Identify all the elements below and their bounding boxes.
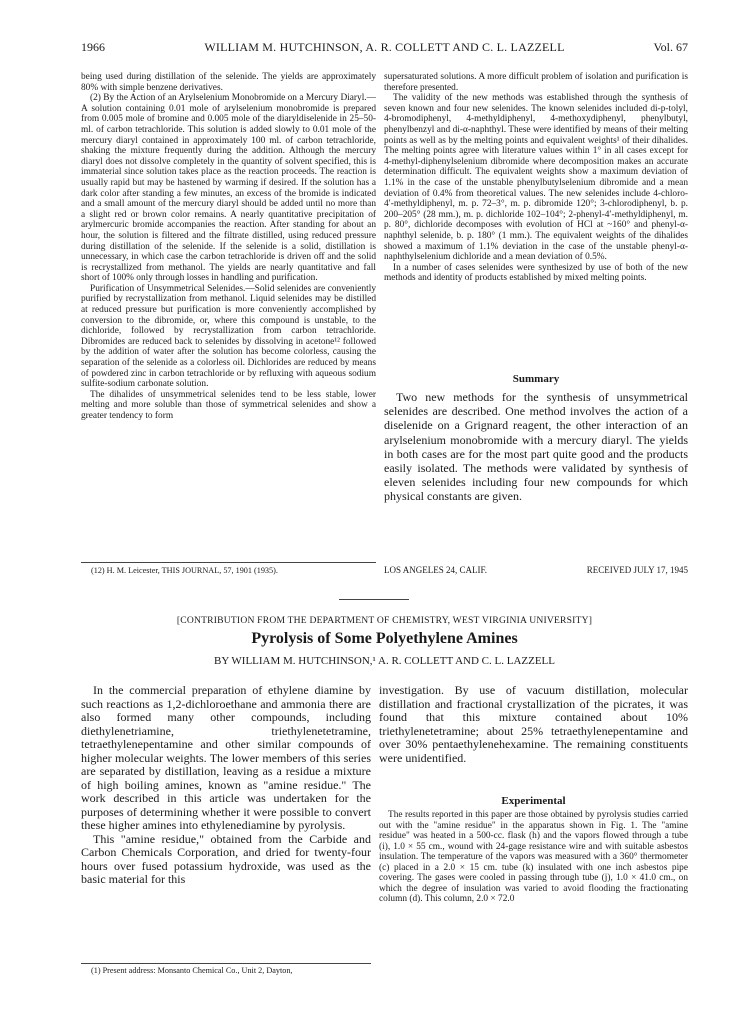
new-article-left-column — [81, 684, 371, 887]
experimental-heading: Experimental — [501, 795, 566, 807]
prev-article-right-column — [384, 72, 688, 284]
paragraph: (2) By the Action of an Arylselenium Monobromide on a Mercury Diaryl.—A solution containing 0.01 mole of arylselenium monobromide is prepared from 0.005 mole of bromine and 0.005 mole of the diaryldiselenide in 25–50-ml. of carbon tetrachloride. This solution is added slowly to 0.01 mole of the mercury diaryl contained in approximately 100 ml. of carbon tetrachloride, shaking the mixture frequently during the addition. Although the mercury diaryl does not dissolve completely in the quantity of solvent specified, this is immaterial since solution takes place as the reaction proceeds. The reaction is usually rapid but may be hastened by warming if desired. If the solution has a dark color after standing a few minutes, an excess of the bromide is indicated and a small amount of the mercury diaryl should be added until no more than a slight red or brown color remains. A nearly quantitative precipitation of arylmercuric bromide accompanies the reaction. After standing for about an hour, the solution is filtered and the filtrate distilled, using reduced pressure during distillation of the selenide. If the selenide is a solid, distillation is unnecessary, in which case the carbon tetrachloride is driven off and the solid is recrystallized from methanol. The yields are nearly quantitative and fall short of 100% only through losses in handling and purification. — [81, 93, 376, 284]
paragraph: investigation. By use of vacuum distillation, molecular distillation and fractional crystallization of the picrates, it was found that this mixture contained about 10% triethylenetetramine; about 25% tetraethylenepentamine and over 30% pentaethylenehexamine. The remaining constituents were unidentified. — [379, 683, 688, 765]
location: LOS ANGELES 24, CALIF. — [384, 565, 488, 575]
experimental-body — [379, 810, 688, 905]
volume-number: Vol. 67 — [653, 40, 688, 54]
paragraph: In the commercial preparation of ethylene diamine by such reactions as 1,2-dichloroethane and ammonia there are also formed many other compounds, including diethylenetriamine, triethylenetetramine, tetraethylenepentamine and other similar compounds of higher molecular weights. The lower members of this series are separated by distillation, leaving as a residue a mixture of high boiling amines, known as "amine residue." The work described in this article was undertaken for the purposes of determining whether it were possible to convert these higher amines into ethylenediamine by pyrolysis. — [81, 683, 371, 832]
running-authors: WILLIAM M. HUTCHINSON, A. R. COLLETT AND C. L. LAZZELL — [204, 40, 565, 54]
article-title: Pyrolysis of Some Polyethylene Amines — [251, 630, 518, 647]
paragraph: being used during distillation of the selenide. The yields are approximately 80% with simple benzene derivatives. — [81, 72, 376, 93]
page-number: 1966 — [81, 40, 105, 54]
footnote-new — [81, 963, 371, 975]
summary-paragraph: Two new methods for the synthesis of unsymmetrical selenides are described. One method involves the action of a diselenide on a Grignard reagent, the other interaction of an arylselenium monobromide with a mercury diaryl. The yields in both cases are for the most part quite good and the products easily isolated. The methods were validated by synthesis of eleven selenides including four new compounds for which physical constants are given. — [384, 390, 688, 504]
paragraph: Purification of Unsymmetrical Selenides.—Solid selenides are conveniently purified by recrystallization from methanol. Liquid selenides may be distilled at reduced pressure but purification is more conveniently accomplished by conversion to the dibromide, or, where this compound is unstable, to the dichloride, followed by recrystallization from carbon tetrachloride. Dibromides are reduced back to selenides by dissolving in acetone¹² followed by the addition of water after the solution has become colorless, causing the separation of the selenide as a colorless oil. Dichlorides are reduced by means of powdered zinc in carbon tetrachloride or by refluxing with aqueous sodium sulfite-sodium carbonate solution. — [81, 283, 376, 390]
contribution-line: [CONTRIBUTION FROM THE DEPARTMENT OF CHEMISTRY, WEST VIRGINIA UNIVERSITY] — [176, 615, 593, 626]
paragraph: The results reported in this paper are those obtained by pyrolysis studies carried out with the "amine residue" in the apparatus shown in Fig. 1. The "amine residue" was heated in a 500-cc. flask (h) and the vapors flowed through a tube (i), 1.0 × 55 cm., wound with 24-gage resistance wire and with suitable asbestos insulation. The temperature of the vapors was measured with a 360° thermometer (c) placed in a 2.0 × 15 cm. tube (k) insulated with one inch asbestos pipe covering. The gases were cooled in passing through tube (j), 1.0 × 41.0 cm., on which the degree of insulation was varied to avoid flooding the fractionating column (d). This column, 2.0 × 72.0 — [379, 810, 688, 904]
paragraph: The dihalides of unsymmetrical selenides tend to be less stable, lower melting and more soluble than those of symmetrical selenides and show a greater tendency to form — [81, 389, 376, 421]
paragraph: This "amine residue," obtained from the Carbide and Carbon Chemicals Corporation, and dried for twenty-four hours over fused potassium hydroxide, was used as the basic material for this — [81, 831, 371, 886]
footnote-prev — [81, 562, 376, 575]
byline: BY WILLIAM M. HUTCHINSON,¹ A. R. COLLETT AND C. L. LAZZELL — [213, 655, 556, 667]
paragraph: In a number of cases selenides were synthesized by use of both of the new methods and identity of products established by mixed melting points. — [384, 262, 688, 284]
received-date: RECEIVED JULY 17, 1945 — [586, 565, 688, 575]
paragraph: The validity of the new methods was established through the synthesis of seven known and four new selenides. The known selenides included di-p-tolyl, 4-bromodiphenyl, 4-methyldiphenyl, 4-methoxydiphenyl, phenylbutyl, phenylbenzyl and di-α-naphthyl. These were identified by means of their melting points as well as by the melting points and equivalent weights¹ of their dihalides. The melting points agree with literature values within 1° in all cases except for 4-methyl-diphenylselenium dibromide where decomposition makes an accurate determination difficult. The equivalent weights show a maximum deviation of 1.1% in the case of the unstable phenylbutylselenium dibromide and a mean deviation of 0.4% from theoretical values. The new selenides include 4-chloro-4′-methyldiphenyl, m. p. 72–3°, m. p. dibromide 120°; 3-chlorodiphenyl, b. p. 200–205° (28 mm.), m. p. dichloride 102–104°; 2-phenyl-4′-methyldiphenyl, m. p. 80°, dichloride decomposes with evolution of HCl at ~160° and phenyl-α-naphthyl selenide, b. p. 180° (1 mm.). The equivalent weights of the dihalides showed a maximum of 1.1% deviation in the case of the unstable phenyl-α-naphthylselenium dichloride and a mean deviation of 0.5%. — [384, 93, 688, 263]
divider-rule — [339, 599, 409, 600]
new-article-right-intro — [379, 684, 688, 765]
running-header — [81, 40, 688, 56]
paragraph: supersaturated solutions. A more difficult problem of isolation and purification is therefore presented. — [384, 72, 688, 93]
footnote-text: (1) Present address: Monsanto Chemical Co., Unit 2, Dayton, — [91, 966, 293, 975]
prev-article-left-column — [81, 72, 376, 422]
summary-body — [384, 390, 688, 504]
summary-heading: Summary — [512, 373, 560, 385]
footnote-text: (12) H. M. Leicester, THIS JOURNAL, 57, 1901 (1935). — [91, 566, 278, 575]
